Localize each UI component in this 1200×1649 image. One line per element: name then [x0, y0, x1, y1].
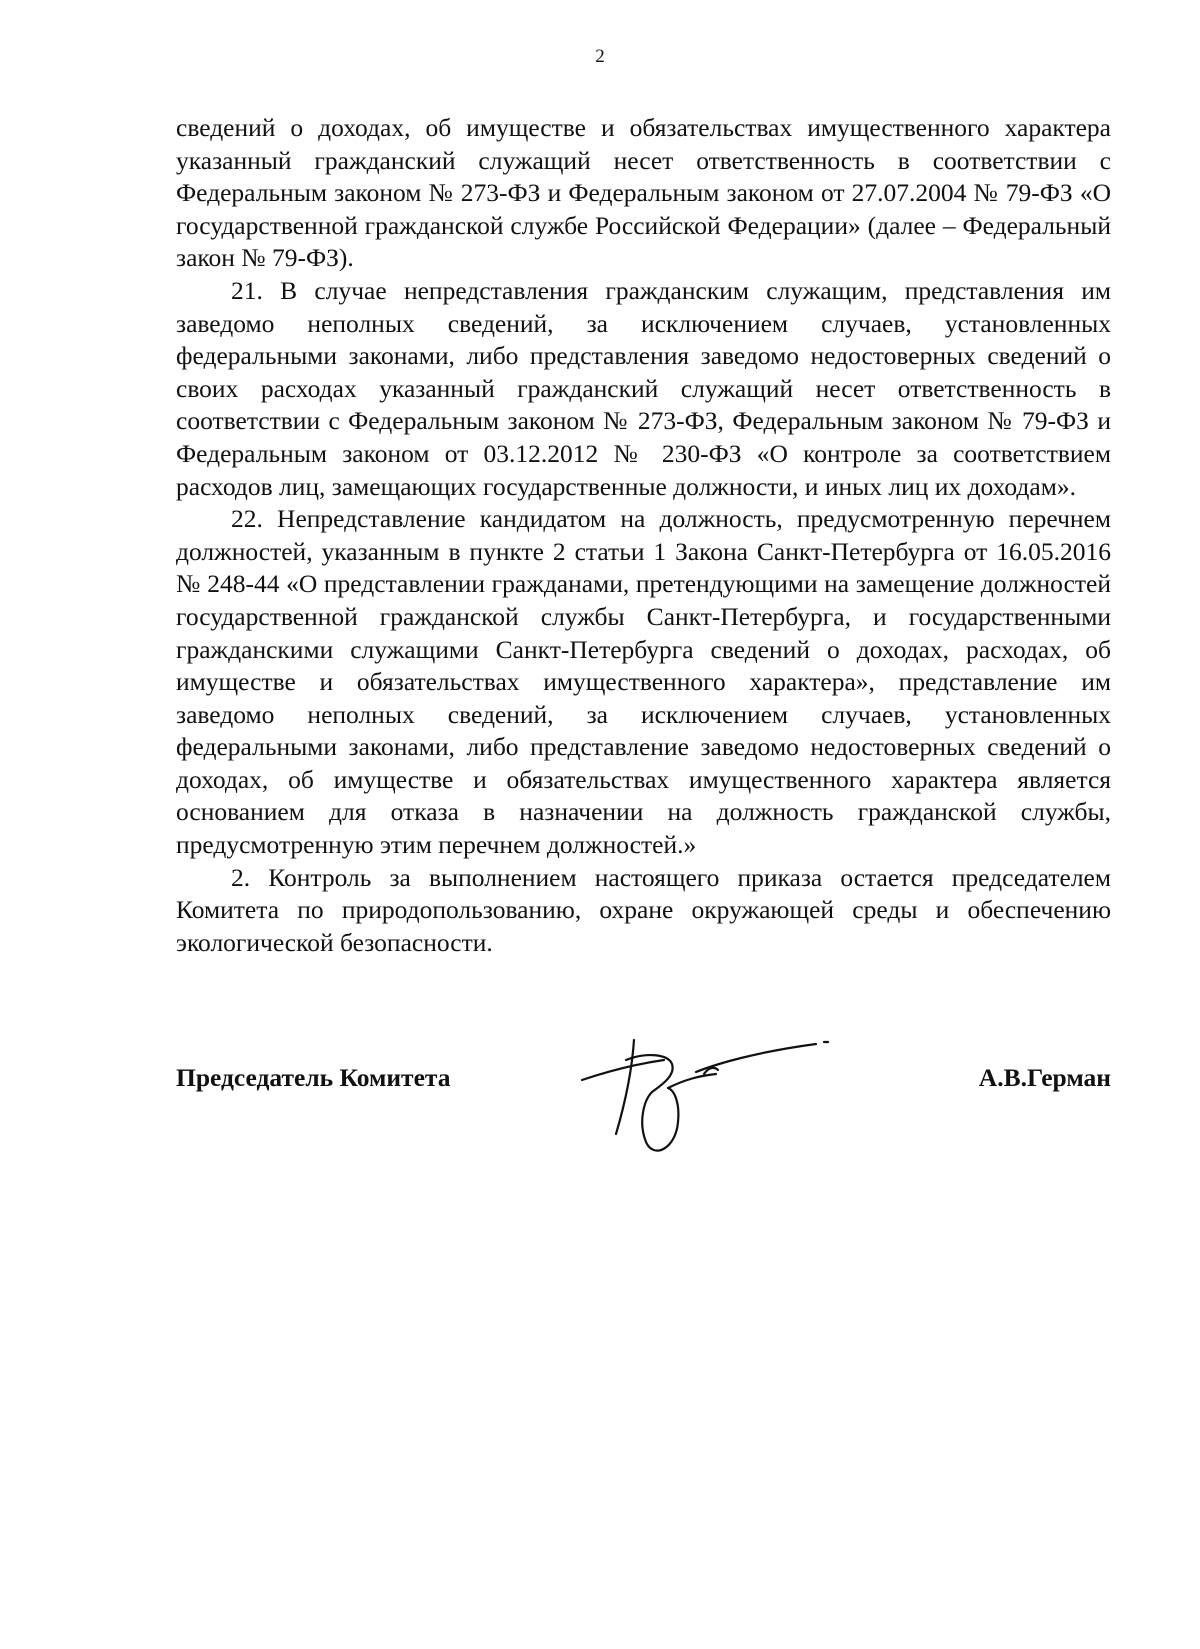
signatory-title: Председатель Комитета: [176, 1063, 451, 1092]
paragraph-continuation: сведений о доходах, об имуществе и обязательствах имущественного характера указанный гражданский служащий несет ответственность в соответствии с Федеральным законом № 273-ФЗ и Федеральным законом от 27.07.2004 № 79-ФЗ «О государственной гражданской службе Российской Федерации» (далее – Федеральный закон № 79-ФЗ).: [176, 113, 1111, 273]
document-body: [176, 112, 1111, 959]
signatory-name: А.В.Герман: [978, 1063, 1111, 1092]
paragraph-item-2-control: 2. Контроль за выполнением настоящего приказа остается председателем Комитета по природопользованию, охране окружающей среды и обеспечению экологической безопасности.: [176, 862, 1111, 957]
paragraph-item-21: 21. В случае непредставления гражданским служащим, представления им заведомо неполных сведений, за исключением случаев, установленных федеральными законами, либо представления заведомо недостоверных сведений о своих расходах указанный гражданский служащий несет ответственность в соответствии с Федеральным законом № 273-ФЗ, Федеральным законом № 79-ФЗ и Федеральным законом от 03.12.2012 № 230-ФЗ «О контроле за соответствием расходов лиц, замещающих государственные должности, и иных лиц их доходам».: [176, 275, 1111, 501]
paragraph-item-22: 22. Непредставление кандидатом на должность, предусмотренную перечнем должностей, указанным в пункте 2 статьи 1 Закона Санкт-Петербурга от 16.05.2016 № 248-44 «О представлении гражданами, претендующими на замещение должностей государственной гражданской службы Санкт-Петербурга, и государственными гражданскими служащими Санкт-Петербурга сведений о доходах, расходах, об имуществе и обязательствах имущественного характера», представление им заведомо неполных сведений, за исключением случаев, установленных федеральными законами, либо представление заведомо недостоверных сведений о доходах, об имуществе и обязательствах имущественного характера является основанием для отказа в назначении на должность гражданской службы, предусмотренную этим перечнем должностей.»: [176, 504, 1111, 860]
handwritten-signature: [576, 1030, 876, 1170]
page-number: 2: [595, 46, 605, 67]
